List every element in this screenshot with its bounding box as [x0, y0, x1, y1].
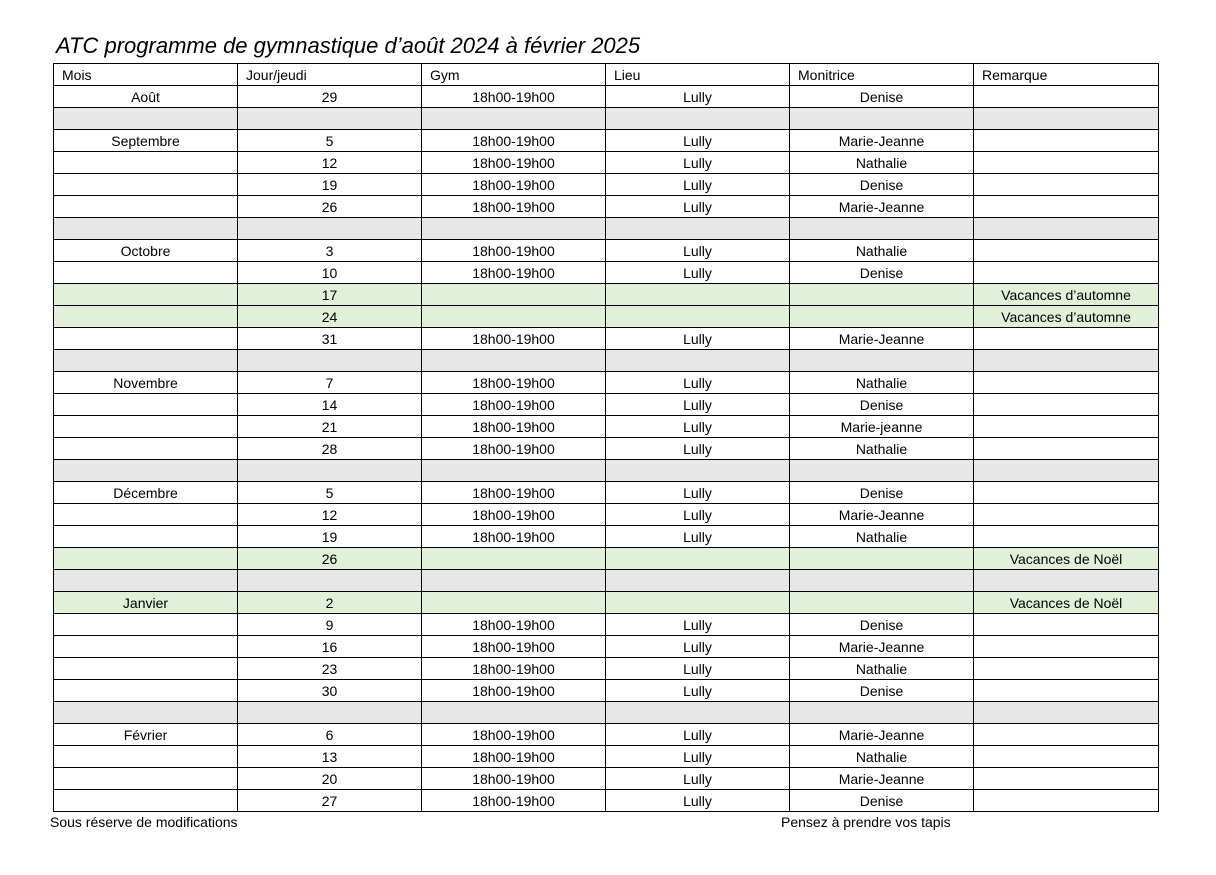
- cell-mois: [54, 438, 238, 460]
- separator-row: [54, 460, 1159, 482]
- cell-mois: [54, 306, 238, 328]
- cell-monitrice: Nathalie: [790, 152, 974, 174]
- table-row: [54, 394, 1159, 416]
- cell-lieu: Lully: [606, 240, 790, 262]
- cell-remarque: Vacances d’automne: [974, 284, 1159, 306]
- cell-lieu: Lully: [606, 790, 790, 812]
- cell-lieu: [606, 548, 790, 570]
- cell-monitrice: Nathalie: [790, 372, 974, 394]
- table-row: [54, 526, 1159, 548]
- cell-mois: [54, 416, 238, 438]
- cell-lieu: Lully: [606, 438, 790, 460]
- cell-gym: 18h00-19h00: [422, 152, 606, 174]
- schedule-table: [53, 63, 1159, 812]
- cell-monitrice: [790, 284, 974, 306]
- cell-remarque: Vacances de Noël: [974, 592, 1159, 614]
- cell-jour: 24: [238, 306, 422, 328]
- cell-remarque: [974, 174, 1159, 196]
- holiday-row: [54, 548, 1159, 570]
- cell-gym: 18h00-19h00: [422, 130, 606, 152]
- cell-remarque: [974, 614, 1159, 636]
- cell-mois: [54, 614, 238, 636]
- cell-lieu: Lully: [606, 504, 790, 526]
- cell-gym: 18h00-19h00: [422, 438, 606, 460]
- cell-remarque: [974, 636, 1159, 658]
- cell-gym: 18h00-19h00: [422, 790, 606, 812]
- table-row: [54, 614, 1159, 636]
- cell-mois: [54, 328, 238, 350]
- table-row: [54, 768, 1159, 790]
- cell-monitrice: Marie-jeanne: [790, 416, 974, 438]
- cell-lieu: Lully: [606, 680, 790, 702]
- table-row: [54, 724, 1159, 746]
- header-gym: Gym: [422, 64, 606, 86]
- cell-gym: 18h00-19h00: [422, 416, 606, 438]
- cell-remarque: [974, 680, 1159, 702]
- cell-jour: 27: [238, 790, 422, 812]
- cell-jour: 21: [238, 416, 422, 438]
- separator-row: [54, 108, 1159, 130]
- cell-mois: [54, 658, 238, 680]
- holiday-row: [54, 306, 1159, 328]
- cell-jour: 20: [238, 768, 422, 790]
- cell-monitrice: Nathalie: [790, 526, 974, 548]
- table-row: [54, 240, 1159, 262]
- cell-mois: [54, 262, 238, 284]
- cell-lieu: Lully: [606, 658, 790, 680]
- cell-remarque: [974, 328, 1159, 350]
- cell-jour: 19: [238, 174, 422, 196]
- cell-remarque: [974, 196, 1159, 218]
- cell-gym: 18h00-19h00: [422, 86, 606, 108]
- cell-mois: [54, 680, 238, 702]
- cell-jour: 26: [238, 196, 422, 218]
- cell-jour: 19: [238, 526, 422, 548]
- cell-remarque: [974, 86, 1159, 108]
- cell-mois: [54, 746, 238, 768]
- cell-jour: 14: [238, 394, 422, 416]
- cell-jour: 28: [238, 438, 422, 460]
- cell-mois: [54, 636, 238, 658]
- cell-monitrice: Nathalie: [790, 658, 974, 680]
- cell-jour: 12: [238, 152, 422, 174]
- cell-monitrice: Nathalie: [790, 438, 974, 460]
- cell-remarque: [974, 658, 1159, 680]
- table-row: [54, 196, 1159, 218]
- cell-monitrice: Marie-Jeanne: [790, 724, 974, 746]
- cell-remarque: [974, 724, 1159, 746]
- cell-monitrice: Denise: [790, 262, 974, 284]
- cell-lieu: Lully: [606, 416, 790, 438]
- cell-monitrice: Marie-Jeanne: [790, 196, 974, 218]
- cell-gym: [422, 306, 606, 328]
- cell-lieu: Lully: [606, 86, 790, 108]
- header-mois: Mois: [54, 64, 238, 86]
- cell-lieu: [606, 306, 790, 328]
- cell-gym: [422, 592, 606, 614]
- cell-mois: [54, 284, 238, 306]
- cell-lieu: Lully: [606, 724, 790, 746]
- cell-monitrice: Denise: [790, 86, 974, 108]
- cell-gym: 18h00-19h00: [422, 174, 606, 196]
- cell-mois: Novembre: [54, 372, 238, 394]
- header-remarque: Remarque: [974, 64, 1159, 86]
- cell-monitrice: Marie-Jeanne: [790, 504, 974, 526]
- cell-remarque: [974, 416, 1159, 438]
- cell-gym: 18h00-19h00: [422, 394, 606, 416]
- separator-row: [54, 218, 1159, 240]
- cell-gym: 18h00-19h00: [422, 328, 606, 350]
- cell-monitrice: Denise: [790, 394, 974, 416]
- cell-jour: 17: [238, 284, 422, 306]
- cell-monitrice: Marie-Jeanne: [790, 130, 974, 152]
- header-row: [54, 64, 1159, 86]
- cell-remarque: Vacances d’automne: [974, 306, 1159, 328]
- separator-row: [54, 350, 1159, 372]
- cell-mois: Février: [54, 724, 238, 746]
- header-monitrice: Monitrice: [790, 64, 974, 86]
- cell-lieu: Lully: [606, 614, 790, 636]
- cell-monitrice: Denise: [790, 482, 974, 504]
- cell-remarque: [974, 130, 1159, 152]
- cell-monitrice: Marie-Jeanne: [790, 636, 974, 658]
- cell-jour: 5: [238, 130, 422, 152]
- cell-remarque: [974, 372, 1159, 394]
- cell-jour: 2: [238, 592, 422, 614]
- cell-gym: 18h00-19h00: [422, 196, 606, 218]
- table-row: [54, 372, 1159, 394]
- cell-jour: 13: [238, 746, 422, 768]
- cell-jour: 16: [238, 636, 422, 658]
- table-row: [54, 482, 1159, 504]
- table-row: [54, 746, 1159, 768]
- cell-mois: Décembre: [54, 482, 238, 504]
- cell-gym: 18h00-19h00: [422, 372, 606, 394]
- cell-mois: [54, 768, 238, 790]
- cell-gym: 18h00-19h00: [422, 746, 606, 768]
- cell-monitrice: [790, 548, 974, 570]
- table-row: [54, 328, 1159, 350]
- cell-monitrice: Marie-Jeanne: [790, 328, 974, 350]
- cell-gym: 18h00-19h00: [422, 658, 606, 680]
- cell-mois: [54, 790, 238, 812]
- table-row: [54, 790, 1159, 812]
- cell-gym: 18h00-19h00: [422, 504, 606, 526]
- table-row: [54, 416, 1159, 438]
- cell-gym: 18h00-19h00: [422, 262, 606, 284]
- cell-remarque: [974, 240, 1159, 262]
- cell-lieu: Lully: [606, 746, 790, 768]
- cell-jour: 7: [238, 372, 422, 394]
- footer-reminder: Pensez à prendre vos tapis: [781, 814, 951, 830]
- table-row: [54, 174, 1159, 196]
- cell-mois: Janvier: [54, 592, 238, 614]
- cell-jour: 6: [238, 724, 422, 746]
- cell-gym: 18h00-19h00: [422, 724, 606, 746]
- cell-jour: 9: [238, 614, 422, 636]
- cell-monitrice: Denise: [790, 680, 974, 702]
- cell-lieu: Lully: [606, 174, 790, 196]
- cell-remarque: Vacances de Noël: [974, 548, 1159, 570]
- cell-monitrice: [790, 306, 974, 328]
- cell-lieu: [606, 284, 790, 306]
- cell-jour: 31: [238, 328, 422, 350]
- table-row: [54, 262, 1159, 284]
- table-row: [54, 658, 1159, 680]
- cell-monitrice: Denise: [790, 790, 974, 812]
- cell-gym: [422, 284, 606, 306]
- cell-remarque: [974, 482, 1159, 504]
- cell-gym: 18h00-19h00: [422, 240, 606, 262]
- cell-remarque: [974, 504, 1159, 526]
- cell-mois: [54, 548, 238, 570]
- cell-gym: 18h00-19h00: [422, 768, 606, 790]
- table-row: [54, 152, 1159, 174]
- separator-row: [54, 570, 1159, 592]
- header-jour: Jour/jeudi: [238, 64, 422, 86]
- cell-jour: 3: [238, 240, 422, 262]
- separator-row: [54, 702, 1159, 724]
- cell-gym: 18h00-19h00: [422, 680, 606, 702]
- cell-remarque: [974, 394, 1159, 416]
- cell-mois: Octobre: [54, 240, 238, 262]
- cell-monitrice: Nathalie: [790, 240, 974, 262]
- cell-remarque: [974, 152, 1159, 174]
- cell-monitrice: [790, 592, 974, 614]
- cell-remarque: [974, 438, 1159, 460]
- cell-mois: [54, 174, 238, 196]
- document-title: ATC programme de gymnastique d’août 2024 à février 2025: [56, 33, 641, 58]
- cell-mois: [54, 526, 238, 548]
- table-row: [54, 680, 1159, 702]
- cell-mois: [54, 152, 238, 174]
- cell-lieu: Lully: [606, 394, 790, 416]
- cell-jour: 23: [238, 658, 422, 680]
- holiday-row: [54, 284, 1159, 306]
- cell-lieu: Lully: [606, 636, 790, 658]
- cell-lieu: Lully: [606, 372, 790, 394]
- cell-monitrice: Denise: [790, 614, 974, 636]
- cell-gym: 18h00-19h00: [422, 614, 606, 636]
- cell-jour: 30: [238, 680, 422, 702]
- cell-gym: [422, 548, 606, 570]
- cell-remarque: [974, 790, 1159, 812]
- cell-gym: 18h00-19h00: [422, 482, 606, 504]
- cell-jour: 29: [238, 86, 422, 108]
- cell-lieu: Lully: [606, 526, 790, 548]
- table-row: [54, 130, 1159, 152]
- cell-lieu: [606, 592, 790, 614]
- cell-lieu: Lully: [606, 768, 790, 790]
- cell-lieu: Lully: [606, 152, 790, 174]
- cell-lieu: Lully: [606, 262, 790, 284]
- cell-remarque: [974, 746, 1159, 768]
- cell-monitrice: Marie-Jeanne: [790, 768, 974, 790]
- cell-lieu: Lully: [606, 130, 790, 152]
- cell-lieu: Lully: [606, 196, 790, 218]
- cell-remarque: [974, 768, 1159, 790]
- holiday-row: [54, 592, 1159, 614]
- cell-remarque: [974, 262, 1159, 284]
- cell-mois: Août: [54, 86, 238, 108]
- cell-mois: Septembre: [54, 130, 238, 152]
- cell-mois: [54, 504, 238, 526]
- footer-disclaimer: Sous réserve de modifications: [50, 814, 238, 830]
- cell-jour: 5: [238, 482, 422, 504]
- cell-jour: 10: [238, 262, 422, 284]
- cell-jour: 26: [238, 548, 422, 570]
- cell-jour: 12: [238, 504, 422, 526]
- cell-lieu: Lully: [606, 328, 790, 350]
- cell-monitrice: Denise: [790, 174, 974, 196]
- cell-gym: 18h00-19h00: [422, 636, 606, 658]
- cell-gym: 18h00-19h00: [422, 526, 606, 548]
- cell-monitrice: Nathalie: [790, 746, 974, 768]
- table-row: [54, 504, 1159, 526]
- cell-mois: [54, 196, 238, 218]
- cell-lieu: Lully: [606, 482, 790, 504]
- cell-remarque: [974, 526, 1159, 548]
- header-lieu: Lieu: [606, 64, 790, 86]
- table-row: [54, 86, 1159, 108]
- table-row: [54, 438, 1159, 460]
- table-row: [54, 636, 1159, 658]
- cell-mois: [54, 394, 238, 416]
